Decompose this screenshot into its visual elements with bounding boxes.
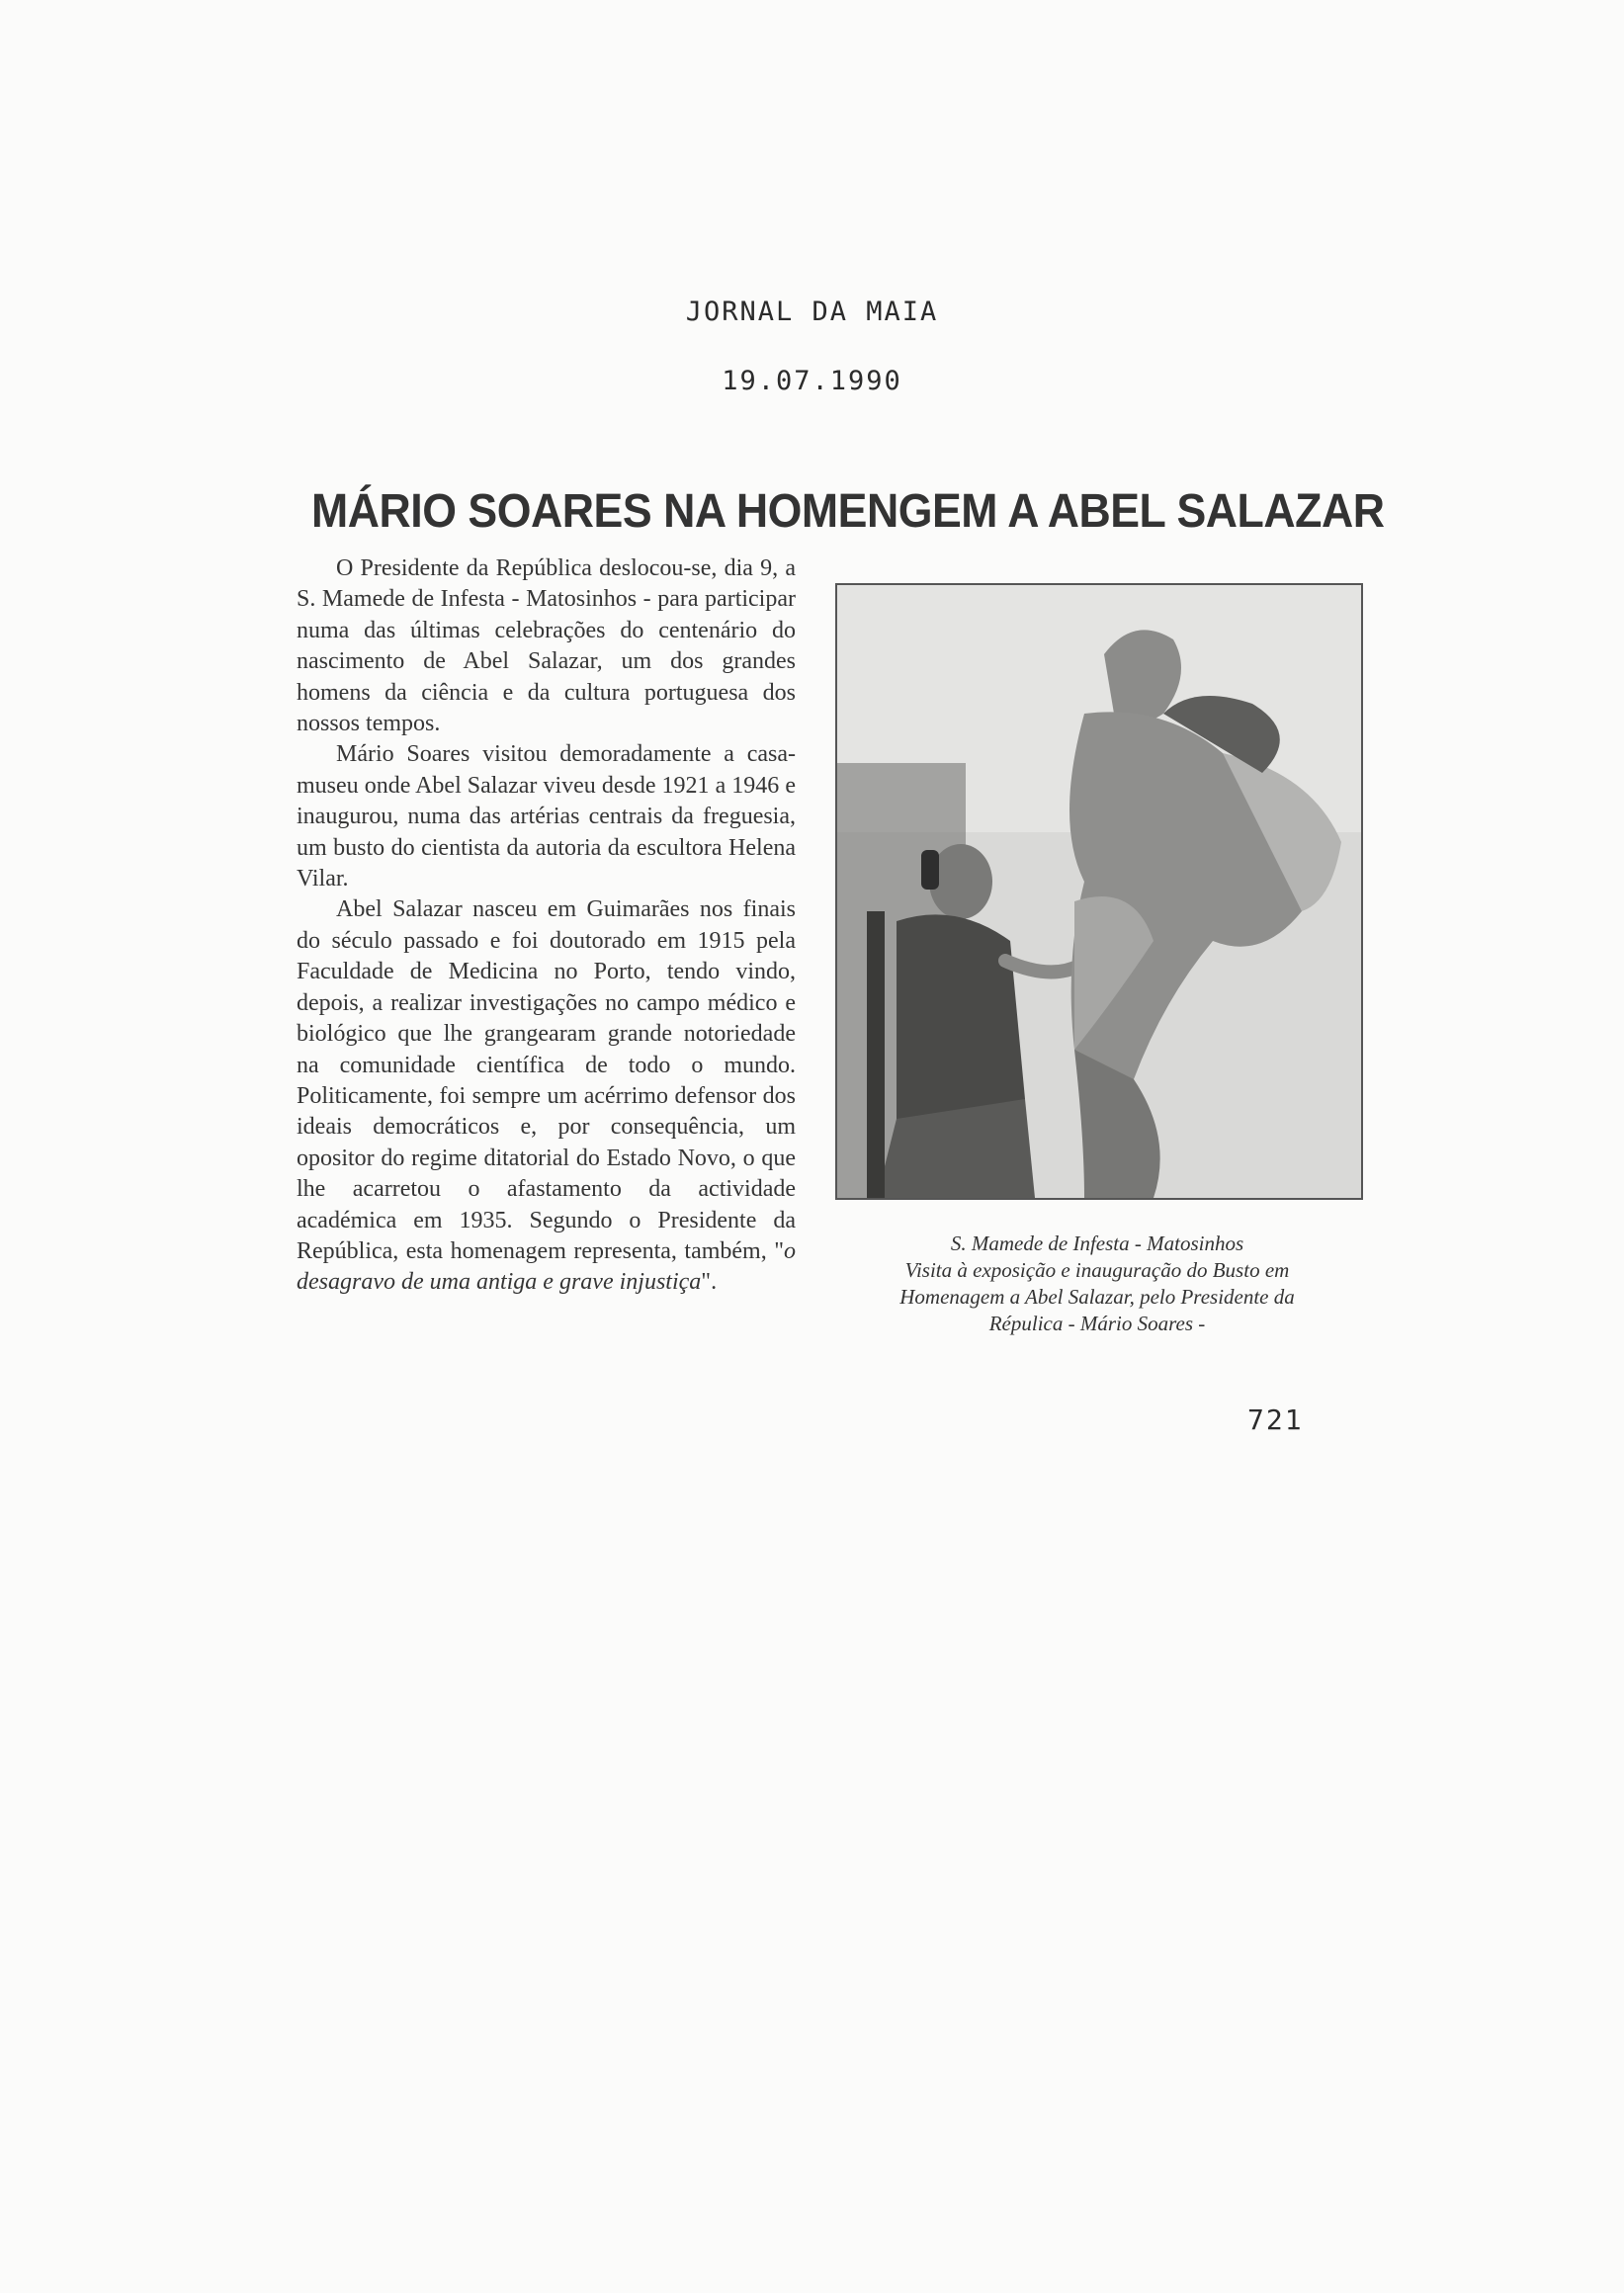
newspaper-clipping: [277, 440, 1384, 1384]
article-quote-end: ".: [701, 1269, 718, 1296]
caption-line-3: Homenagem a Abel Salazar, pelo Presidente da: [899, 1285, 1295, 1309]
caption-line-1: S. Mamede de Infesta - Matosinhos: [950, 1231, 1244, 1255]
article-paragraph-1: O Presidente da República deslocou-se, dia 9, a S. Mamede de Infesta - Matosinhos - para participar numa das últimas celebrações do centenário do nascimento de Abel Salazar, um dos grandes homens da ciência e da cultura portuguesa dos nossos tempos.: [297, 555, 796, 737]
article-body: [297, 553, 796, 1299]
caption-line-4: Répulica - Mário Soares -: [988, 1312, 1206, 1335]
article-paragraph-3-text: Abel Salazar nasceu em Guimarães nos finais do século passado e foi doutorado em 1915 pela Faculdade de Medicina no Porto, tendo vindo, depois, a realizar investigações no campo médico e biológico que lhe grangearam grande notoriedade na comunidade científica de todo o mundo. Politicamente, foi sempre um acérrimo defensor dos ideais democráticos e, por consequência, um opositor do regime ditatorial do Estado Novo, o que lhe acarretou o afastamento da actividade académica em 1935. Segundo o Presidente da República, esta homenagem representa, também, ": [297, 896, 796, 1264]
clipping-date: 19.07.1990: [722, 366, 902, 396]
article-quote: o desagravo de uma antiga e grave injustiça: [297, 1237, 796, 1296]
photo-illustration: [837, 585, 1361, 1198]
article-paragraph-3: [297, 894, 796, 1298]
photo-caption: [830, 1231, 1364, 1337]
article-paragraph-2: Mário Soares visitou demoradamente a casa-museu onde Abel Salazar viveu desde 1921 a 1946 e inaugurou, numa das artérias centrais da freguesia, um busto do cientista da autoria da escultora Helena Vilar.: [297, 741, 796, 892]
page-number: 721: [1247, 1403, 1304, 1436]
article-headline: MÁRIO SOARES NA HOMENGEM A ABEL SALAZAR: [311, 485, 1385, 538]
caption-line-2: Visita à exposição e inauguração do Busto em: [904, 1258, 1290, 1282]
article-photo: [835, 583, 1363, 1200]
newspaper-name: JORNAL DA MAIA: [685, 297, 939, 327]
